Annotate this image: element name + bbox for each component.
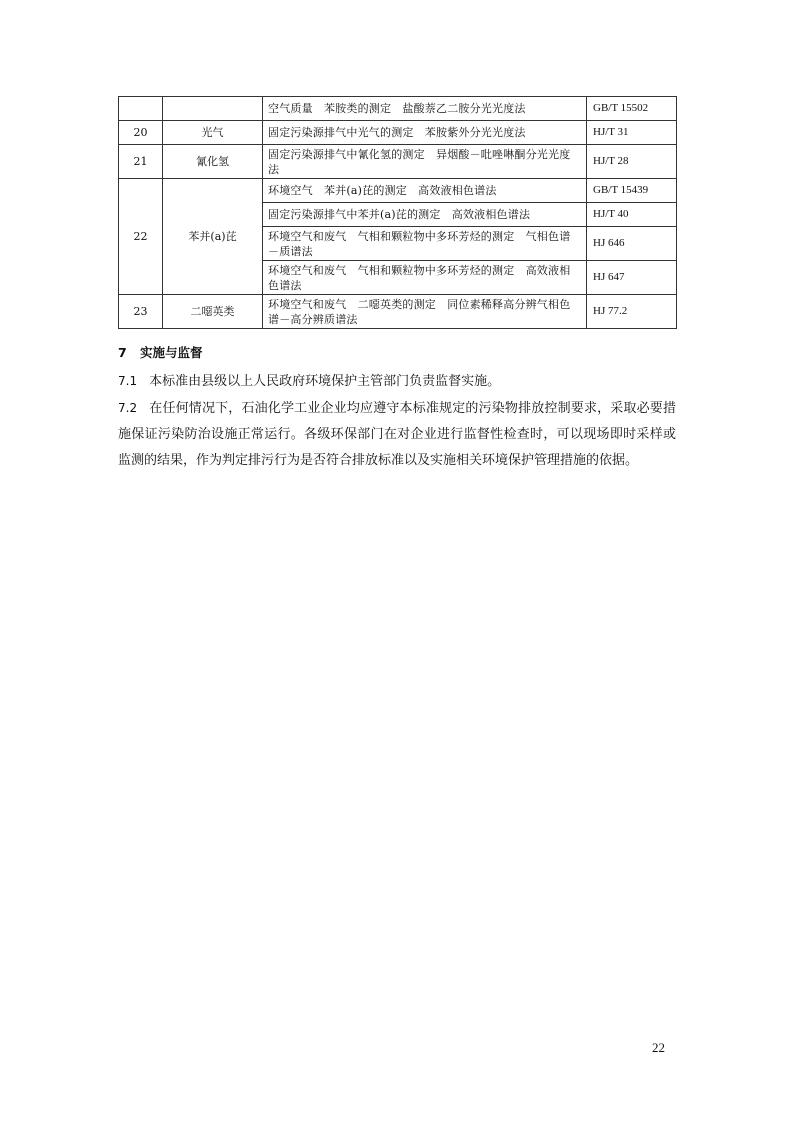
- pollutant-name-cell: 光气: [163, 121, 263, 145]
- method-name-cell: 空气质量 苯胺类的测定 盐酸萘乙二胺分光光度法: [263, 97, 587, 121]
- method-name-cell: 固定污染源排气中氰化氢的测定 异烟酸－吡唑啉酮分光光度法: [263, 145, 587, 179]
- method-name-cell: 固定污染源排气中苯并(a)芘的测定 高效液相色谱法: [263, 203, 587, 227]
- standard-code-cell: HJ 646: [587, 227, 677, 261]
- table-row: [119, 145, 677, 179]
- standard-code-cell: GB/T 15502: [587, 97, 677, 121]
- method-name-cell: 环境空气和废气 气相和颗粒物中多环芳烃的测定 高效液相色谱法: [263, 261, 587, 295]
- table-row: [119, 121, 677, 145]
- test-method-table: [118, 96, 677, 329]
- method-name-cell: 环境空气和废气 二噁英类的测定 同位素稀释高分辨气相色谱－高分辨质谱法: [263, 295, 587, 329]
- row-number-cell: 21: [119, 145, 163, 179]
- clause-7-2: [118, 395, 676, 474]
- row-number-cell: [119, 97, 163, 121]
- section-heading: [118, 340, 676, 366]
- table-row: [119, 179, 677, 203]
- standard-code-cell: HJ/T 28: [587, 145, 677, 179]
- row-number-cell: 20: [119, 121, 163, 145]
- pollutant-name-cell: [163, 97, 263, 121]
- standard-code-cell: HJ/T 40: [587, 203, 677, 227]
- clause-number: 7.1: [118, 374, 138, 388]
- section-title: 实施与监督: [140, 345, 203, 360]
- clause-text: 在任何情况下，石油化学工业企业均应遵守本标准规定的污染物排放控制要求，采取必要措施保证污染防治设施正常运行。各级环保部门在对企业进行监督性检查时，可以现场即时采样或监测的结果，作为判定排污行为是否符合排放标准以及实施相关环境保护管理措施的依据。: [118, 401, 676, 468]
- standard-code-cell: HJ/T 31: [587, 121, 677, 145]
- section-number: 7: [118, 345, 127, 360]
- standard-code-cell: GB/T 15439: [587, 179, 677, 203]
- method-name-cell: 固定污染源排气中光气的测定 苯胺紫外分光光度法: [263, 121, 587, 145]
- standard-code-cell: HJ 77.2: [587, 295, 677, 329]
- pollutant-name-cell: 二噁英类: [163, 295, 263, 329]
- pollutant-name-cell: 苯并(a)芘: [163, 179, 263, 295]
- row-number-cell: 23: [119, 295, 163, 329]
- row-number-cell: 22: [119, 179, 163, 295]
- method-name-cell: 环境空气和废气 气相和颗粒物中多环芳烃的测定 气相色谱－质谱法: [263, 227, 587, 261]
- standard-code-cell: HJ 647: [587, 261, 677, 295]
- clause-7-1: [118, 368, 676, 395]
- page-number: 22: [652, 1040, 665, 1055]
- table-row: [119, 295, 677, 329]
- clause-text: 本标准由县级以上人民政府环境保护主管部门负责监督实施。: [149, 374, 501, 389]
- pollutant-name-cell: 氰化氢: [163, 145, 263, 179]
- table-row: [119, 97, 677, 121]
- method-name-cell: 环境空气 苯并(a)芘的测定 高效液相色谱法: [263, 179, 587, 203]
- section-implementation: [118, 340, 676, 474]
- clause-number: 7.2: [118, 401, 138, 415]
